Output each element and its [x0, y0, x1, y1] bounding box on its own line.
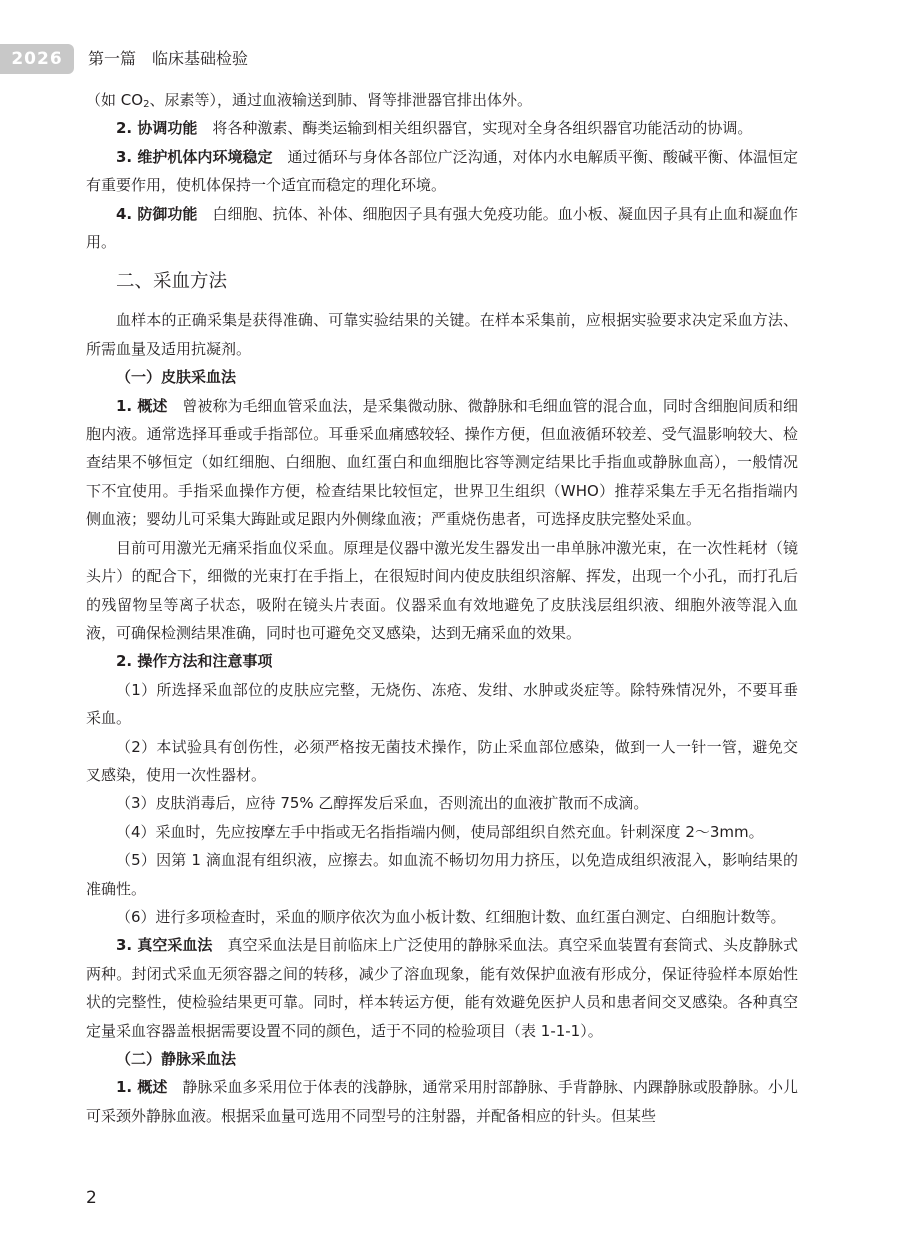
subsection-heading-vein: （二）静脉采血法 — [116, 1050, 237, 1068]
page-content — [86, 86, 798, 1130]
vein-overview: 1. 概述 静脉采血多采用位于体表的浅静脉，通常采用肘部静脉、手背静脉、内踝静脉或股静脉。小儿可采颈外静脉血液。根据采血量可选用不同型号的注射器，并配备相应的针头。但某些 — [86, 1078, 798, 1125]
part-title: 第一篇 临床基础检验 — [88, 49, 249, 68]
skin-overview: 1. 概述 曾被称为毛细血管采血法，是采集微动脉、微静脉和毛细血管的混合血，同时含细胞间质和细胞内液。通常选择耳垂或手指部位。耳垂采血痛感较轻、操作方便，但血液循环较差、受气温影响较大、检查结果不够恒定（如红细胞、白细胞、血红蛋白和血细胞比容等测定结果比手指血或静脉血高），一般情况下不宜使用。手指采血操作方便，检查结果比较恒定，世界卫生组织（WHO）推荐采集左手无名指指端内侧血液；婴幼儿可采集大踇趾或足跟内外侧缘血液；严重烧伤患者，可选择皮肤完整处采血。 — [86, 396, 798, 529]
method-item: （5）因第 1 滴血混有组织液，应擦去。如血流不畅切勿用力挤压，以免造成组织液混入，影响结果的准确性。 — [86, 851, 798, 898]
section-heading-blood-collection: 二、采血方法 — [116, 271, 228, 293]
function-homeostasis: 3. 维护机体内环境稳定 通过循环与身体各部位广泛沟通，对体内水电解质平衡、酸碱平衡、体温恒定有重要作用，使机体保持一个适宜而稳定的理化环境。 — [86, 147, 799, 195]
year-badge: 2026 — [0, 44, 74, 74]
method-item: （1）所选择采血部位的皮肤应完整，无烧伤、冻疮、发绀、水肿或炎症等。除特殊情况外，不要耳垂采血。 — [86, 680, 798, 728]
section-intro: 血样本的正确采集是获得准确、可靠实验结果的关键。在样本采集前，应根据实验要求决定采血方法、所需血量及适用抗凝剂。 — [86, 311, 798, 358]
page-header — [0, 44, 900, 74]
subsection-heading-skin: （一）皮肤采血法 — [116, 368, 237, 387]
page-number: 2 — [86, 1188, 97, 1208]
function-defense: 4. 防御功能 白细胞、抗体、补体、细胞因子具有强大免疫功能。血小板、凝血因子具有止血和凝血作用。 — [86, 204, 798, 252]
method-item: （3）皮肤消毒后，应待 75% 乙醇挥发后采血，否则流出的血液扩散而不成滴。 — [116, 794, 649, 813]
method-item: （2）本试验具有创伤性，必须严格按无菌技术操作，防止采血部位感染，做到一人一针一管，避免交叉感染，使用一次性器材。 — [86, 737, 798, 784]
laser-paragraph: 目前可用激光无痛采指血仪采血。原理是仪器中激光发生器发出一串单脉冲激光束，在一次性耗材（镜头片）的配合下，细微的光束打在手指上，在很短时间内使皮肤组织溶解、挥发，出现一个小孔，而打孔后的残留物呈等离子状态，吸附在镜头片表面。仪器采血有效地避免了皮肤浅层组织液、细胞外液等混入血液，可确保检测结果准确，同时也可避免交叉感染，达到无痛采血的效果。 — [86, 538, 798, 642]
method-heading: 2. 操作方法和注意事项 — [116, 652, 273, 671]
method-item: （6）进行多项检查时，采血的顺序依次为血小板计数、红细胞计数、血红蛋白测定、白细胞计数等。 — [116, 907, 786, 926]
vacuum-paragraph: 3. 真空采血法 真空采血法是目前临床上广泛使用的静脉采血法。真空采血装置有套筒式、头皮静脉式两种。封闭式采血无须容器之间的转移，减少了溶血现象，能有效保护血液有形成分，保证待验样本原始性状的完整性，使检验结果更可靠。同时，样本转运方便，能有效避免医护人员和患者间交叉感染。各种真空定量采血容器盖根据需要设置不同的颜色，适于不同的检验项目（表 1-1-1）。 — [86, 936, 798, 1040]
method-item: （4）采血时，先应按摩左手中指或无名指指端内侧，使局部组织自然充血。针刺深度 2～3mm。 — [116, 822, 764, 841]
intro-line: （如 $CO_2$、尿素等），通过血液输送到肺、肾等排泄器官排出体外。 — [86, 91, 532, 110]
function-coordination: 2. 协调功能 将各种激素、酶类运输到相关组织器官，实现对全身各组织器官功能活动的协调。 — [116, 119, 753, 138]
